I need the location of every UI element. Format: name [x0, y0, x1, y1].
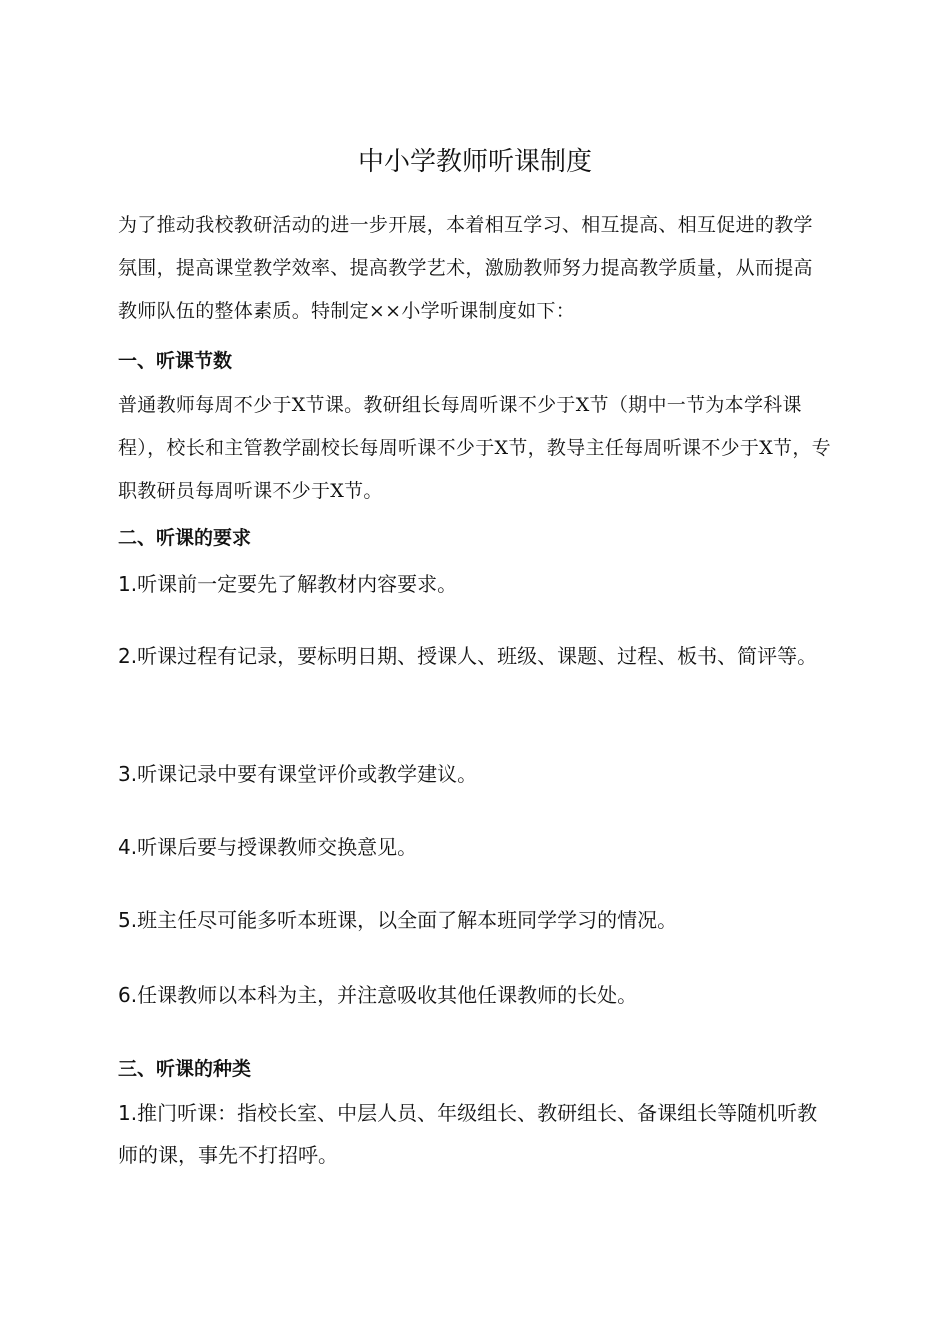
section1-body: 普通教师每周不少于X节课。教研组长每周听课不少于X节（期中一节为本学科课程），校长和主管教学副校长每周听课不少于X节，教导主任每周听课不少于X节，专职教研员每周听课不少于X节。 — [118, 394, 831, 502]
list-item: 1.推门听课：指校长室、中层人员、年级组长、教研组长、备课组长等随机听教师的课，事先不打招呼。 — [118, 1101, 818, 1167]
list-item: 3.听课记录中要有课堂评价或教学建议。 — [118, 762, 478, 786]
list-item: 2.听课过程有记录，要标明日期、授课人、班级、课题、过程、板书、简评等。 — [118, 644, 818, 668]
intro-paragraph: 为了推动我校教研活动的进一步开展，本着相互学习、相互提高、相互促进的教学氛围，提高课堂教学效率、提高教学艺术，激励教师努力提高教学质量，从而提高教师队伍的整体素质。特制定××小学听课制度如下： — [118, 214, 813, 322]
section2-heading: 二、听课的要求 — [118, 527, 252, 549]
document-title: 中小学教师听课制度 — [357, 147, 592, 177]
section3-heading: 三、听课的种类 — [118, 1058, 252, 1080]
list-item: 1.听课前一定要先了解教材内容要求。 — [118, 572, 458, 596]
list-item: 5.班主任尽可能多听本班课，以全面了解本班同学学习的情况。 — [118, 908, 678, 932]
list-item: 4.听课后要与授课教师交换意见。 — [118, 835, 418, 859]
section1-heading: 一、听课节数 — [118, 350, 233, 372]
list-item: 6.任课教师以本科为主，并注意吸收其他任课教师的长处。 — [118, 983, 638, 1007]
